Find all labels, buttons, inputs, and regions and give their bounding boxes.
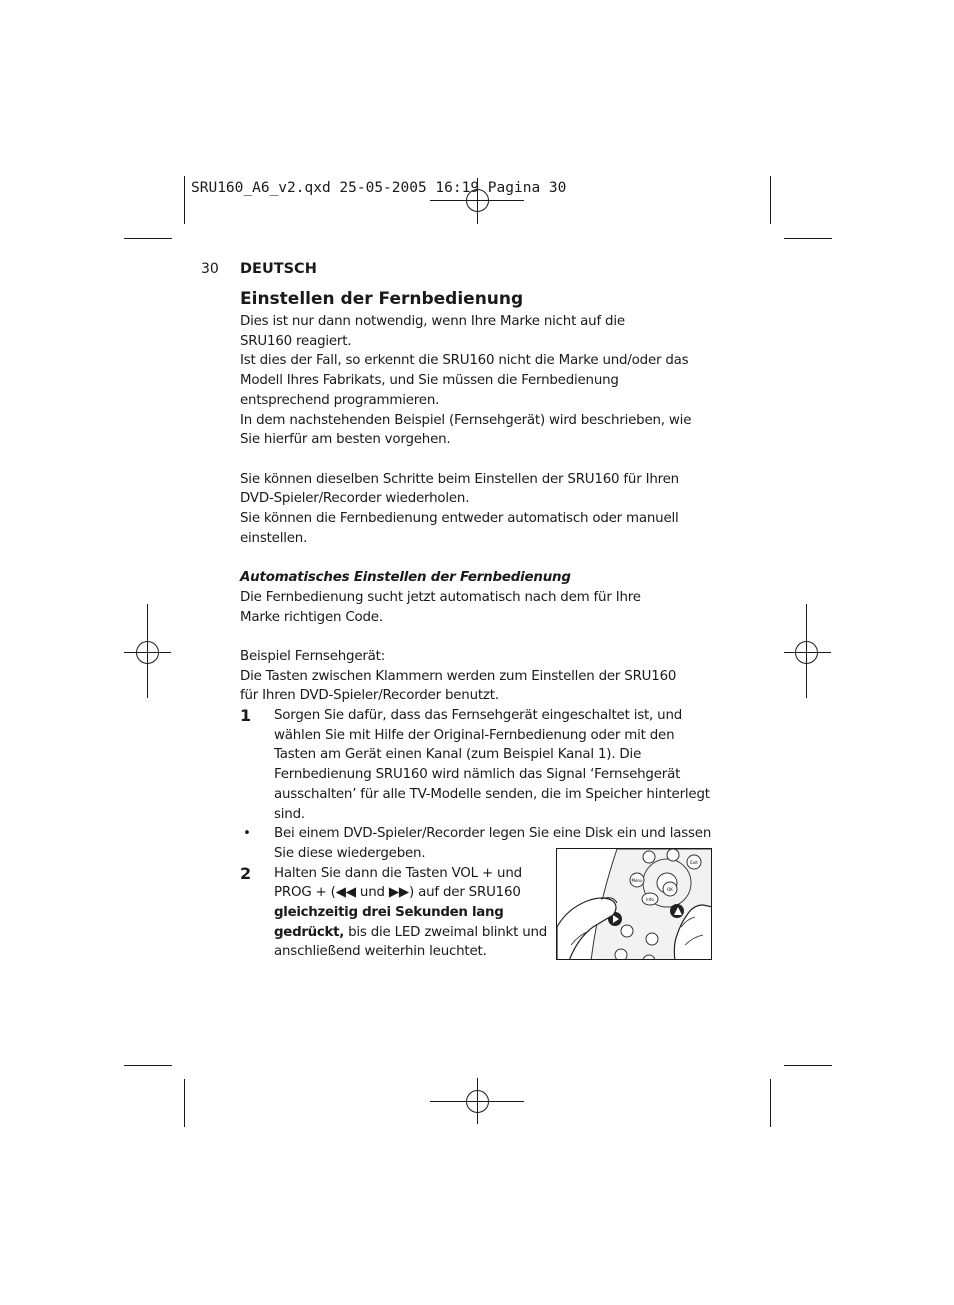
remote-illustration [556,848,712,960]
step-2-emphasis: gleichzeitig drei Sekunden lang gedrückt, [274,905,504,940]
bullet-text: Bei einem DVD-Spieler/Recorder legen Sie eine Disk ein und lassen Sie diese wiedergeben. [274,826,712,861]
hand-on-remote-illustration [557,849,712,960]
crop-mark-top-left-vertical [184,176,185,224]
intro-paragraph-3: In dem nachstehenden Beispiel (Fernsehgerät) wird beschrieben, wie Sie hierfür am besten vorgehen. [240,412,692,448]
step-2-number: 2 [240,863,251,883]
crop-mark-bottom-left-horizontal [124,1065,172,1066]
example-text: Die Tasten zwischen Klammern werden zum Einstellen der SRU160 für Ihren DVD-Spieler/Recorder benutzt. [240,668,677,704]
bullet-symbol: • [243,826,251,842]
step-1-text: Sorgen Sie dafür, dass das Fernsehgerät eingeschaltet ist, und wählen Sie mit Hilfe der Original-Fernbedienung oder mit den Tasten am Gerät einen Kanal (zum Beispiel Kanal 1). Die Fernbedienung SRU160 wird nämlich das Signal ‘Fernsehgerät ausschalten’ für alle TV-Modelle senden, die im Speicher hinterlegt sind. [274,708,710,822]
crop-mark-bottom-right-vertical [770,1079,771,1127]
step-2-text-part-2: bis die LED zweimal blinkt und anschließend weiterhin leuchtet. [274,924,548,960]
step-1-number: 1 [240,706,251,726]
example-label: Beispiel Fernsehgerät: [240,648,386,664]
page-title: Einstellen der Fernbedienung [240,289,524,309]
remote-button-exit: Exit [690,860,698,865]
page-number: 30 [201,261,219,277]
crop-mark-top-left-horizontal [124,238,172,239]
step-2-text [274,864,556,963]
crop-mark-top-right-horizontal [784,238,832,239]
section-label: DEUTSCH [240,261,317,277]
remote-button-ok: OK [667,887,673,892]
step-2-text-part-1: Halten Sie dann die Tasten VOL + und PROG + (◀◀ und ▶▶) auf der SRU160 [274,865,522,901]
repeat-note-2: Sie können die Fernbedienung entweder automatisch oder manuell einstellen. [240,511,679,546]
auto-text: Die Fernbedienung sucht jetzt automatisch nach dem für Ihre Marke richtigen Code. [240,589,641,625]
slug-line: SRU160_A6_v2.qxd 25-05-2005 16:19 Pagina 30 [191,180,567,196]
step-1 [240,706,720,824]
remote-button-info: Info [646,897,654,902]
subheading: Automatisches Einstellen der Fernbedienung [240,570,571,586]
crop-mark-bottom-left-vertical [184,1079,185,1127]
crop-mark-bottom-right-horizontal [784,1065,832,1066]
repeat-note-1: Sie können dieselben Schritte beim Einstellen der SRU160 für Ihren DVD-Spieler/Recorder wiederholen. [240,471,679,507]
crop-mark-top-right-vertical [770,176,771,224]
intro-paragraph-2: Ist dies der Fall, so erkennt die SRU160 nicht die Marke und/oder das Modell Ihres Fabrikats, und Sie müssen die Fernbedienung entsprechend programmieren. [240,353,689,408]
remote-button-menu: Menu [631,878,643,883]
intro-paragraph-1: Dies ist nur dann notwendig, wenn Ihre Marke nicht auf die SRU160 reagiert. [240,314,625,349]
